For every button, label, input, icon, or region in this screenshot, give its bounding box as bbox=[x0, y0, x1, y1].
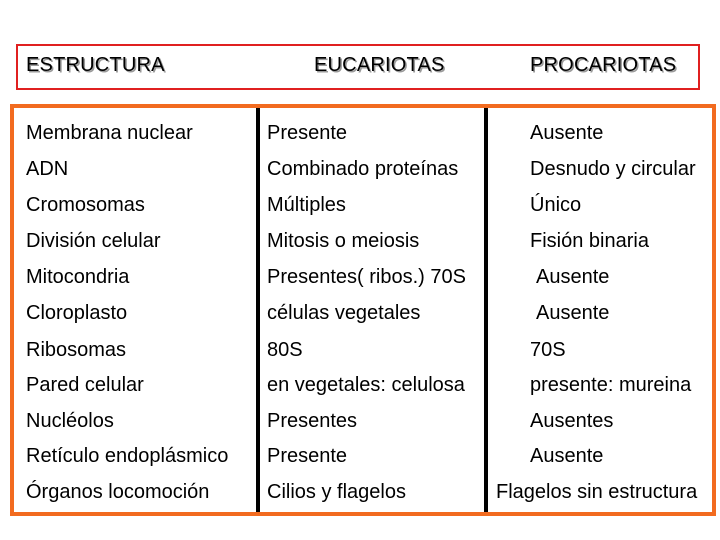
cell-eucariotas: Presente bbox=[267, 445, 348, 467]
cell-estructura: Retículo endoplásmico bbox=[26, 445, 229, 467]
cell-procariotas: Desnudo y circular bbox=[530, 158, 696, 180]
header-procariotas: PROCARIOTAS bbox=[530, 54, 677, 76]
cell-eucariotas: Presente bbox=[267, 122, 348, 144]
cell-eucariotas: células vegetales bbox=[267, 302, 421, 324]
cell-eucariotas: 80S bbox=[267, 339, 303, 361]
cell-procariotas: Ausente bbox=[530, 445, 604, 467]
cell-estructura: División celular bbox=[26, 230, 161, 252]
cell-estructura: Mitocondria bbox=[26, 266, 130, 288]
cell-estructura: Pared celular bbox=[26, 374, 144, 396]
cell-estructura: ADN bbox=[26, 158, 69, 180]
cell-estructura: Cromosomas bbox=[26, 194, 145, 216]
cell-procariotas: Ausente bbox=[536, 302, 610, 324]
cell-estructura: Órganos locomoción bbox=[26, 481, 210, 503]
cell-procariotas: Ausente bbox=[530, 122, 604, 144]
column-divider-2 bbox=[484, 108, 488, 512]
column-divider-1 bbox=[256, 108, 260, 512]
cell-eucariotas: Presentes( ribos.) 70S bbox=[267, 266, 466, 288]
cell-eucariotas: Mitosis o meiosis bbox=[267, 230, 420, 252]
header-estructura: ESTRUCTURA bbox=[26, 54, 165, 76]
cell-eucariotas: Cilios y flagelos bbox=[267, 481, 406, 503]
cell-eucariotas: en vegetales: celulosa bbox=[267, 374, 465, 396]
cell-estructura: Ribosomas bbox=[26, 339, 127, 361]
cell-eucariotas: Combinado proteínas bbox=[267, 158, 459, 180]
cell-eucariotas: Múltiples bbox=[267, 194, 346, 216]
cell-procariotas: Único bbox=[530, 194, 582, 216]
cell-estructura: Nucléolos bbox=[26, 410, 114, 432]
cell-estructura: Membrana nuclear bbox=[26, 122, 193, 144]
cell-procariotas: Fisión binaria bbox=[530, 230, 649, 252]
cell-procariotas: Flagelos sin estructura bbox=[496, 481, 698, 503]
cell-procariotas: 70S bbox=[530, 339, 566, 361]
header-eucariotas: EUCARIOTAS bbox=[314, 54, 445, 76]
cell-procariotas: presente: mureina bbox=[530, 374, 692, 396]
cell-procariotas: Ausentes bbox=[530, 410, 614, 432]
cell-estructura: Cloroplasto bbox=[26, 302, 128, 324]
cell-eucariotas: Presentes bbox=[267, 410, 358, 432]
cell-procariotas: Ausente bbox=[536, 266, 610, 288]
